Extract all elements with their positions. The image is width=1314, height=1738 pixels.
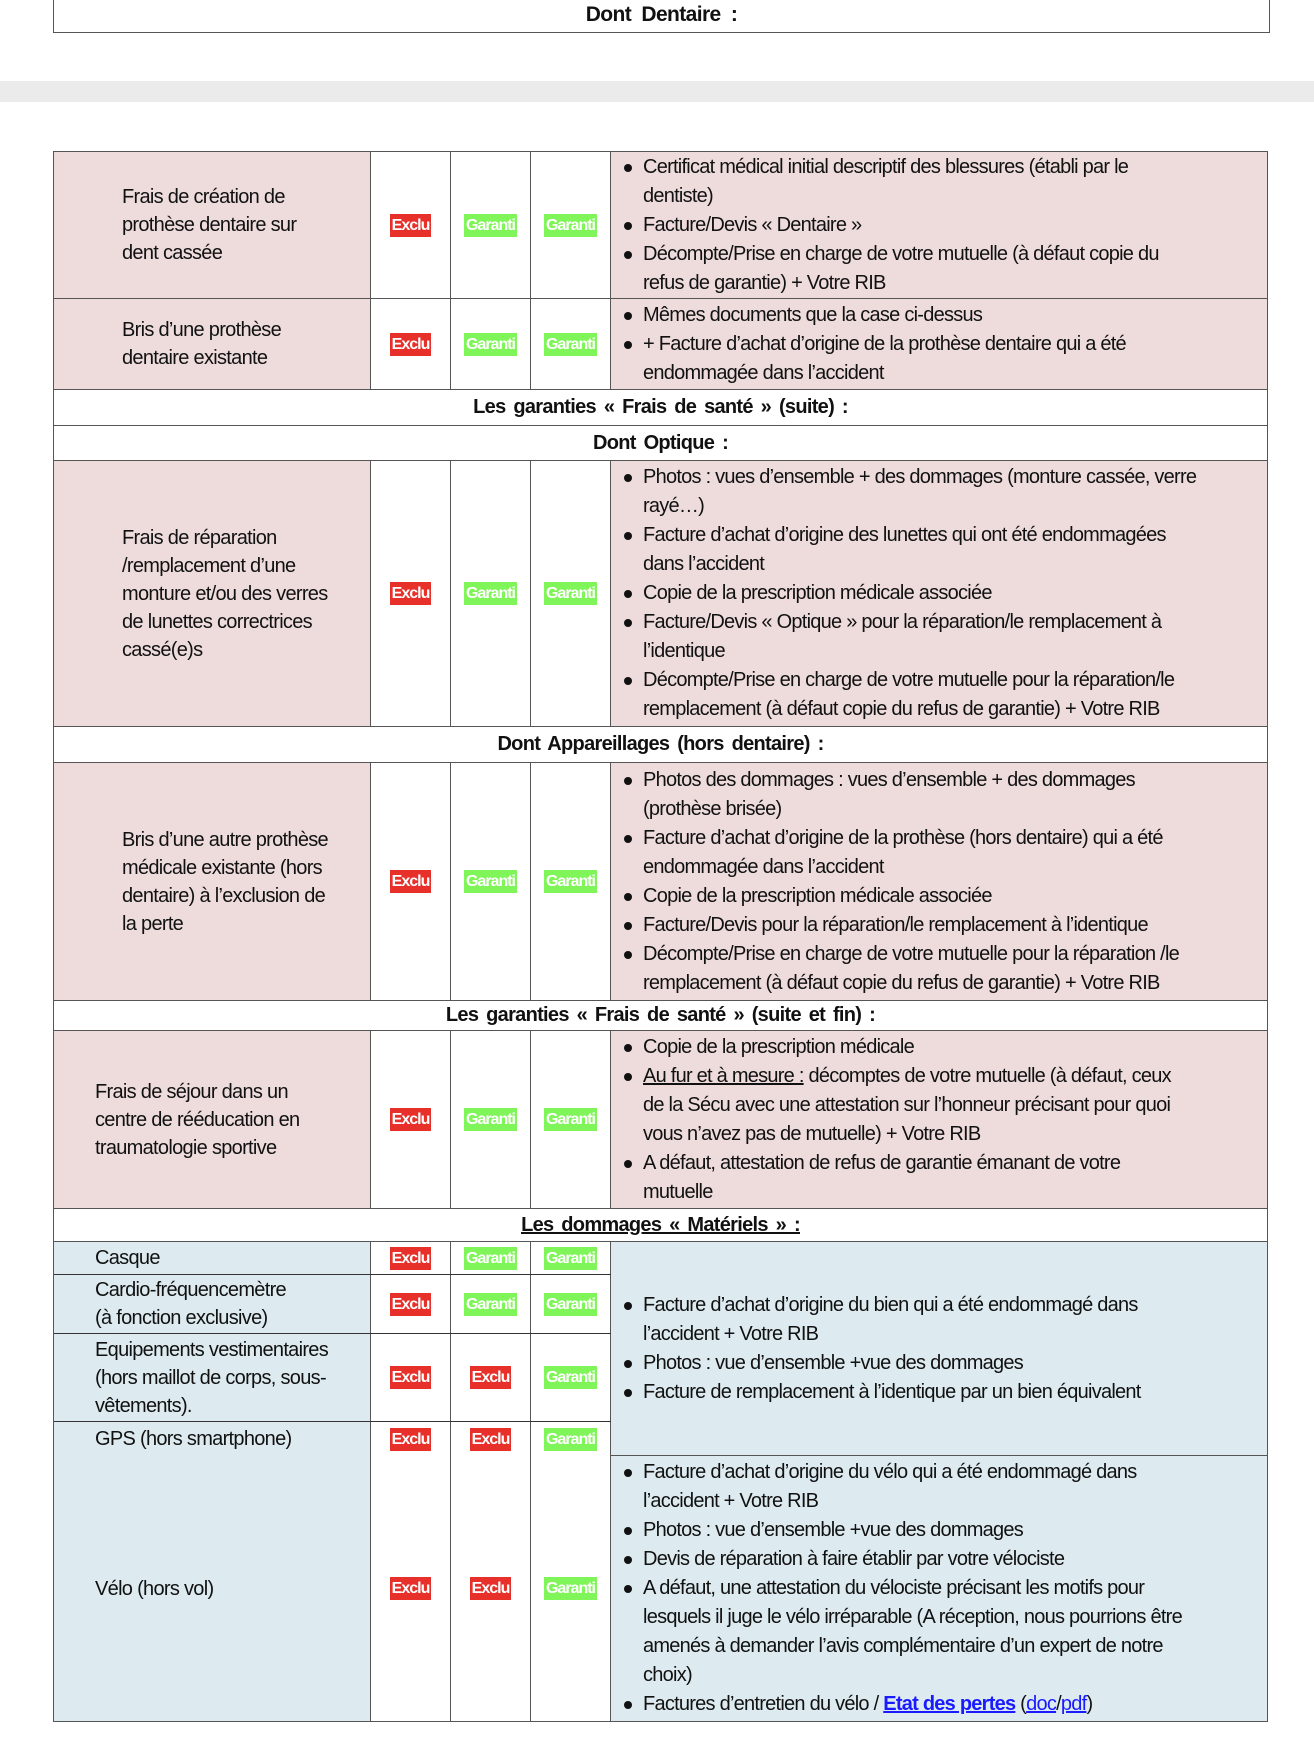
coverage-cell — [371, 299, 451, 389]
document-line: Certificat médical initial descriptif des blessures (établi par le — [643, 155, 1129, 178]
status-badge-exclu: Exclu — [390, 1247, 432, 1270]
document-line: Facture/Devis pour la réparation/le remplacement à l’identique — [643, 913, 1148, 936]
document-line: + Facture d’achat d’origine de la prothèse dentaire qui a été — [643, 332, 1126, 355]
coverage-cell — [371, 461, 451, 726]
required-documents — [611, 461, 1267, 726]
link-doc[interactable]: doc — [1026, 1693, 1057, 1715]
status-badge-garanti: Garanti — [544, 1428, 597, 1451]
document-bullet — [643, 240, 1267, 298]
coverage-cell — [451, 152, 531, 298]
section-header-text: Dont Appareillages (hors dentaire) : — [497, 733, 824, 755]
table-row — [54, 1422, 611, 1456]
status-badge-garanti: Garanti — [464, 333, 517, 356]
document-bullet — [643, 1574, 1267, 1690]
required-documents — [611, 152, 1267, 298]
document-line: l’identique — [643, 640, 725, 662]
document-bullet — [643, 940, 1267, 998]
text-segment: ( — [1015, 1693, 1027, 1715]
coverage-cell — [451, 1275, 531, 1333]
document-line: endommagée dans l’accident — [643, 361, 884, 384]
document-line: Facture d’achat d’origine du vélo qui a été endommagé dans — [643, 1461, 1137, 1483]
document-line — [643, 1062, 1267, 1091]
coverage-cell — [451, 1456, 531, 1721]
document-line — [643, 1690, 1267, 1719]
document-line: Devis de réparation à faire établir par votre vélociste — [643, 1548, 1065, 1570]
document-line: vous n’avez pas de mutuelle) + Votre RIB — [643, 1122, 981, 1145]
document-line: Facture de remplacement à l’identique par un bien équivalent — [643, 1380, 1141, 1403]
table-row — [53, 151, 1268, 299]
required-documents — [611, 1456, 1267, 1721]
status-badge-garanti: Garanti — [464, 870, 517, 893]
document-bullet — [643, 330, 1267, 388]
status-badge-garanti: Garanti — [544, 582, 597, 605]
section-header-text: Les dommages « Matériels » : — [521, 1213, 800, 1236]
document-line: Photos des dommages : vues d’ensemble + des dommages — [643, 768, 1135, 791]
coverage-cell — [531, 763, 611, 1000]
material-group — [53, 1242, 1268, 1456]
document-line: mutuelle — [643, 1180, 713, 1203]
document-bullet — [643, 608, 1267, 666]
guarantee-label: Frais de séjour dans un centre de rééducation en traumatologie sportive — [54, 1031, 371, 1208]
coverage-cell — [451, 1422, 531, 1456]
coverage-cell — [531, 299, 611, 389]
section-header-dentaire — [53, 0, 1270, 33]
document-line: choix) — [643, 1664, 692, 1686]
required-documents — [611, 1031, 1267, 1208]
document-bullet — [643, 1062, 1267, 1149]
status-badge-garanti: Garanti — [544, 1293, 597, 1316]
document-line: Mêmes documents que la case ci-dessus — [643, 303, 983, 326]
document-bullet — [643, 1516, 1267, 1545]
document-line: Facture d’achat d’origine du bien qui a été endommagé dans — [643, 1293, 1138, 1316]
document-line: endommagée dans l’accident — [643, 855, 884, 878]
status-badge-garanti: Garanti — [464, 214, 517, 237]
status-badge-garanti: Garanti — [544, 1577, 597, 1600]
coverage-cell — [371, 152, 451, 298]
table-row — [53, 1456, 1268, 1722]
document-bullet — [643, 1033, 1267, 1062]
status-badge-garanti: Garanti — [544, 1366, 597, 1389]
status-badge-exclu: Exclu — [390, 1428, 432, 1451]
document-line: dans l’accident — [643, 553, 765, 575]
document-line: Photos : vue d’ensemble +vue des dommages — [643, 1519, 1024, 1541]
document-line: Copie de la prescription médicale — [643, 1035, 914, 1058]
document-line: Copie de la prescription médicale associée — [643, 582, 992, 604]
guarantee-label: Bris d’une autre prothèse médicale existante (hors dentaire) à l’exclusion de la perte — [54, 763, 371, 1000]
status-badge-garanti: Garanti — [464, 1247, 517, 1270]
status-badge-exclu: Exclu — [390, 214, 432, 237]
status-badge-exclu: Exclu — [390, 870, 432, 893]
coverage-cell — [531, 1456, 611, 1721]
section-header-text: Les garanties « Frais de santé » (suite et fin) : — [445, 1004, 876, 1026]
table-row — [54, 1242, 611, 1275]
document-line: Décompte/Prise en charge de votre mutuelle pour la réparation/le — [643, 669, 1175, 691]
coverage-cell — [451, 1242, 531, 1274]
required-documents — [611, 299, 1267, 389]
required-documents — [611, 1242, 1267, 1455]
document-bullet — [643, 824, 1267, 882]
status-badge-garanti: Garanti — [544, 1247, 597, 1270]
guarantee-label: GPS (hors smartphone) — [54, 1422, 371, 1456]
guarantee-label: Vélo (hors vol) — [54, 1456, 371, 1721]
document-line: l’accident + Votre RIB — [643, 1322, 819, 1345]
text-segment: décomptes de votre mutuelle (à défaut, ceux — [803, 1064, 1171, 1087]
coverage-cell — [451, 299, 531, 389]
document-line: remplacement (à défaut copie du refus de garantie) + Votre RIB — [643, 971, 1160, 994]
coverage-cell — [531, 461, 611, 726]
required-documents — [611, 763, 1267, 1000]
document-bullet — [643, 1349, 1267, 1378]
coverage-cell — [371, 1334, 451, 1421]
document-line: (prothèse brisée) — [643, 797, 782, 820]
document-line: Copie de la prescription médicale associée — [643, 884, 992, 907]
document-line: de la Sécu avec une attestation sur l’honneur précisant pour quoi — [643, 1093, 1171, 1116]
guarantee-label: Equipements vestimentaires (hors maillot de corps, sous- vêtements). — [54, 1334, 371, 1421]
document-line: Décompte/Prise en charge de votre mutuelle pour la réparation /le — [643, 942, 1180, 965]
status-badge-exclu: Exclu — [470, 1428, 512, 1451]
coverage-cell — [531, 1422, 611, 1456]
table-row — [54, 1275, 611, 1334]
document-line: amenés à demander l’avis complémentaire d’un expert de notre — [643, 1635, 1163, 1657]
status-badge-garanti: Garanti — [544, 333, 597, 356]
status-badge-garanti: Garanti — [464, 1108, 517, 1131]
coverage-cell — [531, 1275, 611, 1333]
section-header — [53, 1001, 1268, 1031]
page-separator — [0, 81, 1314, 102]
document-line: Facture/Devis « Dentaire » — [643, 213, 862, 236]
document-bullet — [643, 211, 1267, 240]
document-line: Facture d’achat d’origine de la prothèse (hors dentaire) qui a été — [643, 826, 1163, 849]
document-bullet — [643, 1690, 1267, 1719]
coverage-cell — [531, 1334, 611, 1421]
document-bullet — [643, 1545, 1267, 1574]
section-header — [53, 390, 1268, 426]
document-line: refus de garantie) + Votre RIB — [643, 271, 886, 294]
status-badge-garanti: Garanti — [464, 582, 517, 605]
document-line: dentiste) — [643, 184, 713, 207]
table-row — [53, 763, 1268, 1001]
text-segment: / — [1056, 1693, 1061, 1715]
section-header-text: Dont Optique : — [592, 431, 729, 454]
document-bullet — [643, 911, 1267, 940]
document-bullet — [643, 521, 1267, 579]
coverage-cell — [531, 1031, 611, 1208]
guarantee-label: Casque — [54, 1242, 371, 1274]
status-badge-exclu: Exclu — [390, 1577, 432, 1600]
table-row — [54, 1334, 611, 1422]
coverage-cell — [371, 1456, 451, 1721]
document-line: rayé…) — [643, 495, 705, 517]
document-line: A défaut, une attestation du vélociste précisant les motifs pour — [643, 1577, 1145, 1599]
document-line: A défaut, attestation de refus de garantie émanant de votre — [643, 1151, 1121, 1174]
document-bullet — [643, 1291, 1267, 1349]
link-pdf[interactable]: pdf — [1060, 1693, 1087, 1715]
document-line: Photos : vue d’ensemble +vue des dommages — [643, 1351, 1024, 1374]
section-header — [53, 426, 1268, 461]
section-header — [53, 1209, 1268, 1242]
table-row — [53, 461, 1268, 727]
text-segment: Factures d’entretien du vélo / — [643, 1693, 884, 1715]
coverage-cell — [371, 1242, 451, 1274]
document-bullet — [643, 463, 1267, 521]
coverage-cell — [451, 1031, 531, 1208]
document-bullet — [643, 766, 1267, 824]
coverage-cell — [371, 1031, 451, 1208]
coverage-cell — [531, 152, 611, 298]
document-line: Décompte/Prise en charge de votre mutuelle (à défaut copie du — [643, 242, 1159, 265]
coverage-cell — [451, 461, 531, 726]
document-bullet — [643, 666, 1267, 724]
document-bullet — [643, 301, 1267, 330]
coverage-cell — [371, 763, 451, 1000]
section-header-text: Les garanties « Frais de santé » (suite) : — [473, 396, 848, 418]
document-line: l’accident + Votre RIB — [643, 1490, 819, 1512]
coverage-cell — [371, 1275, 451, 1333]
document-bullet — [643, 153, 1267, 211]
section-header-text: Dont Dentaire : — [585, 3, 738, 26]
coverage-cell — [451, 1334, 531, 1421]
table-row — [53, 1031, 1268, 1209]
status-badge-garanti: Garanti — [544, 870, 597, 893]
coverage-cell — [371, 1422, 451, 1456]
section-header — [53, 727, 1268, 763]
status-badge-exclu: Exclu — [390, 333, 432, 356]
document-line: remplacement (à défaut copie du refus de garantie) + Votre RIB — [643, 698, 1160, 720]
status-badge-exclu: Exclu — [390, 1293, 432, 1316]
status-badge-exclu: Exclu — [390, 1366, 432, 1389]
status-badge-garanti: Garanti — [544, 1108, 597, 1131]
status-badge-exclu: Exclu — [390, 582, 432, 605]
document-bullet — [643, 1458, 1267, 1516]
status-badge-garanti: Garanti — [464, 1293, 517, 1316]
coverage-cell — [451, 763, 531, 1000]
document-line: Photos : vues d’ensemble + des dommages (monture cassée, verre — [643, 466, 1197, 488]
document-bullet — [643, 579, 1267, 608]
guarantee-label: Bris d’une prothèse dentaire existante — [54, 299, 371, 389]
document-line: Facture d’achat d’origine des lunettes qui ont été endommagées — [643, 524, 1166, 546]
status-badge-exclu: Exclu — [470, 1577, 512, 1600]
document-line: Facture/Devis « Optique » pour la réparation/le remplacement à — [643, 611, 1162, 633]
status-badge-exclu: Exclu — [470, 1366, 512, 1389]
status-badge-exclu: Exclu — [390, 1108, 432, 1131]
table-row — [53, 299, 1268, 390]
status-badge-garanti: Garanti — [544, 214, 597, 237]
guarantee-label: Cardio-fréquencemètre (à fonction exclusive) — [54, 1275, 371, 1333]
document-bullet — [643, 882, 1267, 911]
text-segment: Au fur et à mesure : — [643, 1064, 804, 1087]
coverage-cell — [531, 1242, 611, 1274]
document-bullet — [643, 1378, 1267, 1407]
document-line: lesquels il juge le vélo irréparable (A réception, nous pourrions être — [643, 1606, 1182, 1628]
link-etat-des-pertes[interactable]: Etat des pertes — [883, 1693, 1016, 1715]
text-segment: ) — [1086, 1693, 1093, 1715]
guarantee-label: Frais de création de prothèse dentaire sur dent cassée — [54, 152, 371, 298]
guarantee-label: Frais de réparation /remplacement d’une monture et/ou des verres de lunettes correctrices cassé(e)s — [54, 461, 371, 726]
document-bullet — [643, 1149, 1267, 1207]
